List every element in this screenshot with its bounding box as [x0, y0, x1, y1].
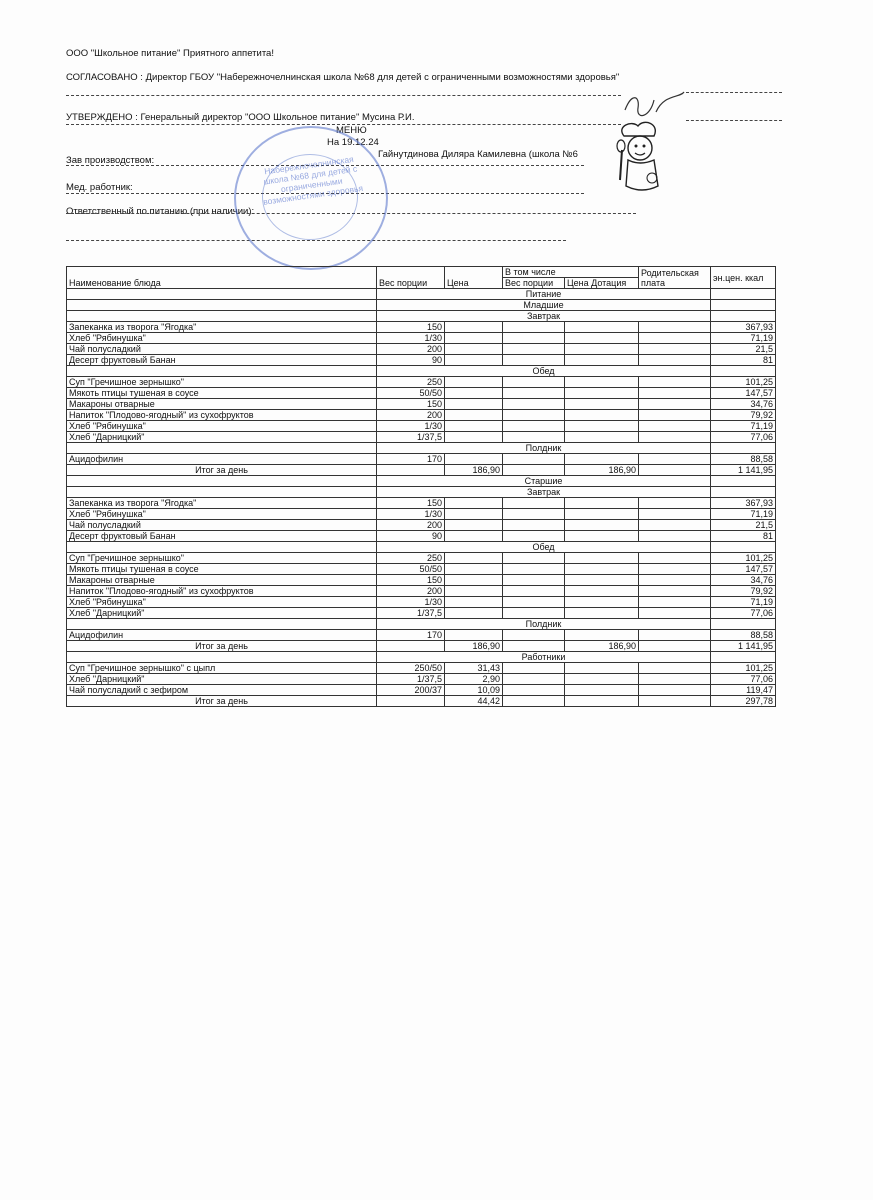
- dish-row: [67, 509, 776, 520]
- dish-subsidy: [565, 630, 639, 641]
- dish-portion: 200: [377, 410, 445, 421]
- dish-parent-fee: [639, 586, 711, 597]
- dish-subsidy: [565, 520, 639, 531]
- responsible-label: Ответственный по питанию (при наличии):: [66, 206, 255, 217]
- header-parent-fee: Родительская плата: [639, 267, 711, 289]
- dish-inc-portion: [503, 674, 565, 685]
- dish-row: [67, 399, 776, 410]
- total-kcal: 1 141,95: [711, 641, 776, 652]
- section-row: [67, 443, 776, 454]
- dish-parent-fee: [639, 399, 711, 410]
- dish-row: [67, 322, 776, 333]
- dish-portion: 200: [377, 520, 445, 531]
- section-left-blank: [67, 652, 377, 663]
- total-label: Итог за день: [67, 641, 377, 652]
- header-row-top: [67, 267, 776, 278]
- dish-row: [67, 597, 776, 608]
- total-inc-portion: [503, 696, 565, 707]
- dish-price: [445, 322, 503, 333]
- section-label: Завтрак: [377, 487, 711, 498]
- dish-name: Мякоть птицы тушеная в соусе: [67, 564, 377, 575]
- total-price: 44,42: [445, 696, 503, 707]
- total-price: 186,90: [445, 641, 503, 652]
- dish-row: [67, 663, 776, 674]
- dish-name: Хлеб "Рябинушка": [67, 509, 377, 520]
- dish-portion: 90: [377, 355, 445, 366]
- dish-inc-portion: [503, 597, 565, 608]
- chef-logo-icon: [612, 120, 672, 200]
- section-right-blank: [711, 300, 776, 311]
- dish-price: [445, 597, 503, 608]
- dish-inc-portion: [503, 564, 565, 575]
- dish-price: 2,90: [445, 674, 503, 685]
- dish-subsidy: [565, 575, 639, 586]
- dish-kcal: 71,19: [711, 421, 776, 432]
- dish-subsidy: [565, 553, 639, 564]
- total-label: Итог за день: [67, 465, 377, 476]
- dish-inc-portion: [503, 498, 565, 509]
- dish-parent-fee: [639, 575, 711, 586]
- header-energy: эн.цен. ккал: [711, 267, 776, 289]
- dish-parent-fee: [639, 454, 711, 465]
- total-kcal: 1 141,95: [711, 465, 776, 476]
- dish-subsidy: [565, 377, 639, 388]
- agreed-text: СОГЛАСОВАНО : Директор ГБОУ "Набережночелнинская школа №68 для детей с ограниченными возможностями: [66, 72, 573, 83]
- dish-portion: 90: [377, 531, 445, 542]
- dish-inc-portion: [503, 630, 565, 641]
- section-right-blank: [711, 652, 776, 663]
- dish-row: [67, 421, 776, 432]
- dish-subsidy: [565, 597, 639, 608]
- dish-parent-fee: [639, 377, 711, 388]
- dish-price: [445, 520, 503, 531]
- dish-portion: 200/37: [377, 685, 445, 696]
- dish-row: [67, 410, 776, 421]
- dish-row: [67, 575, 776, 586]
- total-row: [67, 696, 776, 707]
- dish-parent-fee: [639, 663, 711, 674]
- dish-price: [445, 531, 503, 542]
- dish-row: [67, 344, 776, 355]
- dish-price: [445, 498, 503, 509]
- dish-kcal: 79,92: [711, 586, 776, 597]
- section-row: [67, 476, 776, 487]
- dish-price: [445, 399, 503, 410]
- production-head-name: Гайнутдинова Диляра Камилевна (школа №6: [378, 149, 578, 160]
- dish-subsidy: [565, 531, 639, 542]
- dish-portion: 150: [377, 399, 445, 410]
- section-row: [67, 619, 776, 630]
- dish-price: [445, 454, 503, 465]
- total-subsidy: 186,90: [565, 465, 639, 476]
- header-portion: Вес порции: [377, 267, 445, 289]
- dish-inc-portion: [503, 421, 565, 432]
- section-label: Обед: [377, 542, 711, 553]
- dish-inc-portion: [503, 608, 565, 619]
- total-parent-fee: [639, 465, 711, 476]
- dish-price: [445, 564, 503, 575]
- dish-row: [67, 377, 776, 388]
- dish-parent-fee: [639, 421, 711, 432]
- dish-inc-portion: [503, 344, 565, 355]
- dish-name: Запеканка из творога "Ягодка": [67, 498, 377, 509]
- dish-name: Хлеб "Дарницкий": [67, 608, 377, 619]
- approved-line: УТВЕРЖДЕНО : Генеральный директор "ООО Школьное питание" Мусина Р.И.: [66, 112, 415, 123]
- dish-parent-fee: [639, 355, 711, 366]
- dish-portion: 1/30: [377, 421, 445, 432]
- header-inc-price-subsidy: Цена Дотация: [565, 278, 639, 289]
- dish-parent-fee: [639, 597, 711, 608]
- dish-inc-portion: [503, 388, 565, 399]
- section-label: Младшие: [377, 300, 711, 311]
- menu-title: МЕНЮ: [336, 125, 367, 136]
- dish-subsidy: [565, 586, 639, 597]
- dish-parent-fee: [639, 685, 711, 696]
- dish-subsidy: [565, 355, 639, 366]
- dish-parent-fee: [639, 520, 711, 531]
- dish-portion: 1/37,5: [377, 608, 445, 619]
- section-label: Старшие: [377, 476, 711, 487]
- dish-inc-portion: [503, 410, 565, 421]
- section-label: Полдник: [377, 619, 711, 630]
- dish-name: Ацидофилин: [67, 630, 377, 641]
- section-left-blank: [67, 366, 377, 377]
- dish-kcal: 147,57: [711, 388, 776, 399]
- dish-row: [67, 674, 776, 685]
- dish-name: Хлеб "Дарницкий": [67, 432, 377, 443]
- approved-sign-line: [686, 120, 782, 121]
- dish-parent-fee: [639, 432, 711, 443]
- dish-name: Десерт фруктовый Банан: [67, 355, 377, 366]
- dish-row: [67, 333, 776, 344]
- dish-subsidy: [565, 498, 639, 509]
- dish-kcal: 367,93: [711, 498, 776, 509]
- section-row: [67, 300, 776, 311]
- dish-inc-portion: [503, 553, 565, 564]
- dish-portion: 250: [377, 377, 445, 388]
- section-label: Завтрак: [377, 311, 711, 322]
- dish-name: Макароны отварные: [67, 399, 377, 410]
- dish-portion: 1/30: [377, 597, 445, 608]
- dish-inc-portion: [503, 685, 565, 696]
- dish-price: [445, 355, 503, 366]
- dish-price: 10,09: [445, 685, 503, 696]
- section-left-blank: [67, 289, 377, 300]
- section-left-blank: [67, 300, 377, 311]
- dish-row: [67, 498, 776, 509]
- dish-inc-portion: [503, 663, 565, 674]
- dish-kcal: 21,5: [711, 520, 776, 531]
- dish-portion: 1/37,5: [377, 674, 445, 685]
- agreed-line: [66, 72, 636, 83]
- dish-row: [67, 564, 776, 575]
- dish-subsidy: [565, 388, 639, 399]
- section-right-blank: [711, 366, 776, 377]
- round-stamp: [234, 126, 388, 270]
- header-price: Цена: [445, 267, 503, 289]
- header-inc-portion: Вес порции: [503, 278, 565, 289]
- total-row: [67, 465, 776, 476]
- total-portion: [377, 465, 445, 476]
- section-right-blank: [711, 311, 776, 322]
- dish-subsidy: [565, 432, 639, 443]
- dish-row: [67, 454, 776, 465]
- dish-row: [67, 586, 776, 597]
- dish-price: [445, 388, 503, 399]
- total-kcal: 297,78: [711, 696, 776, 707]
- dish-price: [445, 575, 503, 586]
- dish-name: Чай полусладкий с зефиром: [67, 685, 377, 696]
- dish-price: [445, 421, 503, 432]
- dish-name: Суп "Гречишное зернышко": [67, 553, 377, 564]
- dish-name: Ацидофилин: [67, 454, 377, 465]
- dish-price: [445, 553, 503, 564]
- menu-date: На 19.12.24: [327, 137, 379, 148]
- dish-row: [67, 685, 776, 696]
- dish-parent-fee: [639, 509, 711, 520]
- dish-parent-fee: [639, 553, 711, 564]
- dish-inc-portion: [503, 377, 565, 388]
- dish-name: Десерт фруктовый Банан: [67, 531, 377, 542]
- dish-price: [445, 586, 503, 597]
- dish-price: [445, 333, 503, 344]
- section-left-blank: [67, 443, 377, 454]
- dish-row: [67, 630, 776, 641]
- dish-price: 31,43: [445, 663, 503, 674]
- dish-inc-portion: [503, 509, 565, 520]
- dish-portion: 170: [377, 454, 445, 465]
- section-left-blank: [67, 619, 377, 630]
- medic-label: Мед. работник:: [66, 182, 133, 193]
- dish-kcal: 21,5: [711, 344, 776, 355]
- dish-inc-portion: [503, 531, 565, 542]
- menu-table: [66, 266, 776, 707]
- total-price: 186,90: [445, 465, 503, 476]
- section-row: [67, 311, 776, 322]
- dish-kcal: 79,92: [711, 410, 776, 421]
- section-label: Обед: [377, 366, 711, 377]
- dish-kcal: 81: [711, 355, 776, 366]
- dish-parent-fee: [639, 498, 711, 509]
- dish-subsidy: [565, 674, 639, 685]
- section-right-blank: [711, 476, 776, 487]
- dish-portion: 50/50: [377, 388, 445, 399]
- dish-inc-portion: [503, 432, 565, 443]
- dish-inc-portion: [503, 355, 565, 366]
- dish-name: Запеканка из творога "Ягодка": [67, 322, 377, 333]
- dish-subsidy: [565, 509, 639, 520]
- dish-price: [445, 608, 503, 619]
- header-including: В том числе: [503, 267, 639, 278]
- dish-subsidy: [565, 685, 639, 696]
- dish-subsidy: [565, 454, 639, 465]
- dish-portion: 1/30: [377, 509, 445, 520]
- dish-portion: 1/30: [377, 333, 445, 344]
- total-label: Итог за день: [67, 696, 377, 707]
- dish-price: [445, 377, 503, 388]
- stamp-text: Набережночелнинская школа №68 для детей с ограниченными возможностями здоровья: [262, 153, 364, 207]
- section-label: Работники: [377, 652, 711, 663]
- dish-kcal: 71,19: [711, 597, 776, 608]
- dish-kcal: 88,58: [711, 454, 776, 465]
- dish-parent-fee: [639, 344, 711, 355]
- dish-name: Хлеб "Дарницкий": [67, 674, 377, 685]
- dish-parent-fee: [639, 531, 711, 542]
- dish-name: Мякоть птицы тушеная в соусе: [67, 388, 377, 399]
- dish-row: [67, 432, 776, 443]
- dish-name: Макароны отварные: [67, 575, 377, 586]
- dish-row: [67, 531, 776, 542]
- dish-portion: 250: [377, 553, 445, 564]
- dish-price: [445, 509, 503, 520]
- section-right-blank: [711, 443, 776, 454]
- dish-row: [67, 608, 776, 619]
- agreed-dotted-line: [66, 95, 621, 96]
- dish-row: [67, 388, 776, 399]
- dish-parent-fee: [639, 608, 711, 619]
- section-row: [67, 487, 776, 498]
- dish-portion: 200: [377, 586, 445, 597]
- section-row: [67, 542, 776, 553]
- dish-portion: 50/50: [377, 564, 445, 575]
- dish-subsidy: [565, 333, 639, 344]
- dish-name: Суп "Гречишное зернышко": [67, 377, 377, 388]
- total-subsidy: 186,90: [565, 641, 639, 652]
- agreed-sign-line: [686, 92, 782, 93]
- dish-kcal: 71,19: [711, 333, 776, 344]
- dish-parent-fee: [639, 410, 711, 421]
- dish-kcal: 119,47: [711, 685, 776, 696]
- dish-kcal: 77,06: [711, 674, 776, 685]
- section-left-blank: [67, 487, 377, 498]
- section-row: [67, 366, 776, 377]
- dish-portion: 170: [377, 630, 445, 641]
- section-label: Полдник: [377, 443, 711, 454]
- dish-price: [445, 432, 503, 443]
- dish-subsidy: [565, 564, 639, 575]
- dish-portion: 200: [377, 344, 445, 355]
- dish-portion: 150: [377, 498, 445, 509]
- total-portion: [377, 696, 445, 707]
- production-head-label: Зав производством:: [66, 155, 155, 166]
- dish-kcal: 71,19: [711, 509, 776, 520]
- dish-parent-fee: [639, 322, 711, 333]
- dish-inc-portion: [503, 575, 565, 586]
- dish-price: [445, 410, 503, 421]
- section-left-blank: [67, 476, 377, 487]
- dish-subsidy: [565, 344, 639, 355]
- dish-portion: 150: [377, 322, 445, 333]
- dish-name: Чай полусладкий: [67, 344, 377, 355]
- dish-name: Хлеб "Рябинушка": [67, 333, 377, 344]
- dish-kcal: 147,57: [711, 564, 776, 575]
- dish-row: [67, 520, 776, 531]
- section-right-blank: [711, 487, 776, 498]
- total-portion: [377, 641, 445, 652]
- dish-portion: 250/50: [377, 663, 445, 674]
- dish-kcal: 101,25: [711, 377, 776, 388]
- section-right-blank: [711, 289, 776, 300]
- total-inc-portion: [503, 465, 565, 476]
- dish-name: Чай полусладкий: [67, 520, 377, 531]
- section-right-blank: [711, 619, 776, 630]
- dish-price: [445, 344, 503, 355]
- header-name: Наименование блюда: [67, 267, 377, 289]
- dish-row: [67, 553, 776, 564]
- dish-parent-fee: [639, 630, 711, 641]
- dish-price: [445, 630, 503, 641]
- dish-kcal: 81: [711, 531, 776, 542]
- dish-kcal: 101,25: [711, 553, 776, 564]
- dish-inc-portion: [503, 520, 565, 531]
- section-row: [67, 652, 776, 663]
- dish-inc-portion: [503, 333, 565, 344]
- dish-name: Напиток "Плодово-ягодный" из сухофруктов: [67, 586, 377, 597]
- dish-inc-portion: [503, 454, 565, 465]
- dish-subsidy: [565, 399, 639, 410]
- section-row: [67, 289, 776, 300]
- dish-subsidy: [565, 663, 639, 674]
- total-row: [67, 641, 776, 652]
- section-right-blank: [711, 542, 776, 553]
- dish-kcal: 77,06: [711, 608, 776, 619]
- dish-kcal: 34,76: [711, 399, 776, 410]
- menu-table-body: [67, 267, 776, 707]
- dish-row: [67, 355, 776, 366]
- dish-name: Суп "Гречишное зернышко" с цыпл: [67, 663, 377, 674]
- dish-name: Хлеб "Рябинушка": [67, 597, 377, 608]
- dish-subsidy: [565, 421, 639, 432]
- signature-icon: [620, 88, 690, 124]
- dish-inc-portion: [503, 399, 565, 410]
- dish-subsidy: [565, 608, 639, 619]
- section-label: Питание: [377, 289, 711, 300]
- dish-parent-fee: [639, 388, 711, 399]
- dish-portion: 150: [377, 575, 445, 586]
- dish-name: Напиток "Плодово-ягодный" из сухофруктов: [67, 410, 377, 421]
- total-subsidy: [565, 696, 639, 707]
- dish-inc-portion: [503, 322, 565, 333]
- dish-inc-portion: [503, 586, 565, 597]
- section-left-blank: [67, 542, 377, 553]
- section-left-blank: [67, 311, 377, 322]
- dish-kcal: 101,25: [711, 663, 776, 674]
- company-line: ООО "Школьное питание" Приятного аппетита!: [66, 48, 274, 59]
- dish-kcal: 88,58: [711, 630, 776, 641]
- dish-kcal: 77,06: [711, 432, 776, 443]
- total-inc-portion: [503, 641, 565, 652]
- total-parent-fee: [639, 696, 711, 707]
- dish-parent-fee: [639, 564, 711, 575]
- dish-subsidy: [565, 322, 639, 333]
- total-parent-fee: [639, 641, 711, 652]
- dish-kcal: 34,76: [711, 575, 776, 586]
- dish-parent-fee: [639, 333, 711, 344]
- dish-portion: 1/37,5: [377, 432, 445, 443]
- agreed-text-cont: здоровья": [575, 72, 620, 83]
- dish-name: Хлеб "Рябинушка": [67, 421, 377, 432]
- dish-subsidy: [565, 410, 639, 421]
- dish-kcal: 367,93: [711, 322, 776, 333]
- dish-parent-fee: [639, 674, 711, 685]
